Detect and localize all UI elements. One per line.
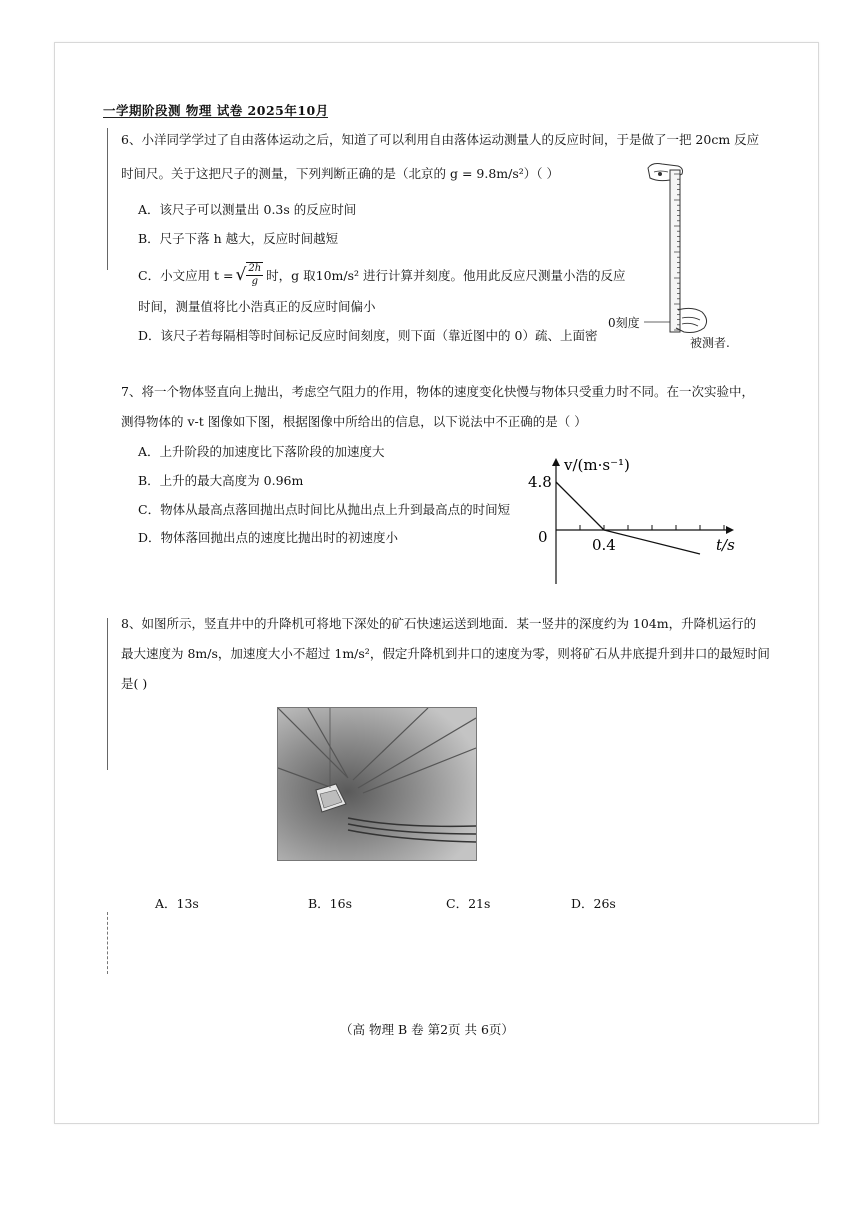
q6-option-c-suffix: 时，g 取10m/s² 进行计算并刻度。他用此反应尺测量小浩的反应 xyxy=(266,268,626,283)
q6-fraction xyxy=(246,262,263,288)
header-rule xyxy=(103,117,328,118)
q8-option-c: C．21s xyxy=(446,896,491,911)
y-tick-label: 4.8 xyxy=(528,473,552,491)
q7-option-c: C．物体从最高点落回抛出点时间比从抛出点上升到最高点的时间短 xyxy=(138,502,511,517)
x-axis-label: t/s xyxy=(716,536,735,554)
q7-stem-line2: 测得物体的 v-t 图像如下图，根据图像中所给出的信息，以下说法中不正确的是（ ） xyxy=(121,414,587,429)
y-tick-label: 0 xyxy=(538,528,548,546)
x-tick-label: 0.4 xyxy=(592,536,616,554)
mine-shaft-photo xyxy=(277,707,477,861)
margin-bar xyxy=(107,128,108,270)
series-line-0 xyxy=(556,482,604,530)
q7-stem-line1: 7、将一个物体竖直向上抛出，考虑空气阻力的作用，物体的速度变化快慢与物体只受重力时不同。在一次实验中， xyxy=(121,384,754,399)
q8-stem-line2: 最大速度为 8m/s，加速度大小不超过 1m/s²，假定升降机到井口的速度为零，则将矿石从井底提升到井口的最短时间 xyxy=(121,646,770,661)
q7-option-b: B．上升的最大高度为 0.96m xyxy=(138,473,304,488)
series-line-1 xyxy=(604,530,700,554)
q6-option-c xyxy=(138,262,626,288)
margin-bar xyxy=(107,912,108,974)
zero-mark-label: 0刻度 xyxy=(608,316,640,330)
q6-option-a: A．该尺子可以测量出 0.3s 的反应时间 xyxy=(138,202,357,217)
vt-chart xyxy=(520,450,745,590)
bottom-hand-icon xyxy=(676,308,707,332)
fraction-denominator: g xyxy=(251,276,258,287)
ruler xyxy=(670,170,680,332)
q8-option-a: A．13s xyxy=(155,896,199,911)
q7-option-d: D．物体落回抛出点的速度比抛出时的初速度小 xyxy=(138,530,399,545)
page-footer: （高 物理 B 卷 第2页 共 6页） xyxy=(340,1022,514,1037)
q6-option-b: B．尺子下落 h 越大，反应时间越短 xyxy=(138,231,339,246)
q8-option-b: B．16s xyxy=(308,896,353,911)
q7-option-a: A．上升阶段的加速度比下落阶段的加速度大 xyxy=(138,444,385,459)
q8-option-d: D．26s xyxy=(571,896,616,911)
q6-option-c-prefix: C．小文应用 t = xyxy=(138,268,234,283)
q6-option-c-line2: 时间，测量值将比小浩真正的反应时间偏小 xyxy=(138,299,376,314)
q6-stem-line1: 6、小洋同学学过了自由落体运动之后，知道了可以利用自由落体运动测量人的反应时间，于是做了一把 20cm 反应 xyxy=(121,132,760,147)
q8-stem-line1: 8、如图所示，竖直井中的升降机可将地下深处的矿石快速运送到地面．某一竖井的深度约为 104m，升降机运行的 xyxy=(121,616,757,631)
ruler-figure xyxy=(630,160,720,350)
q6-option-d: D．该尺子若每隔相等时间标记反应时间刻度，则下面（靠近图中的 0）疏、上面密 xyxy=(138,328,598,343)
mine-shaft-drawing xyxy=(278,708,476,860)
q8-stem-line3: 是( ) xyxy=(121,676,148,691)
fraction-numerator: 2h xyxy=(248,263,262,274)
sqrt-sign: √ xyxy=(235,265,247,285)
margin-bar xyxy=(107,618,108,770)
q6-stem-line2: 时间尺。关于这把尺子的测量，下列判断正确的是（北京的 g = 9.8m/s²）（ ） xyxy=(121,166,559,181)
page-header: 一学期阶段测 物理 试卷 2025年10月 xyxy=(103,103,329,118)
y-axis-arrow xyxy=(552,458,560,466)
y-axis-label: v/(m·s⁻¹) xyxy=(564,456,630,474)
subject-label: 被测者. xyxy=(690,336,730,350)
x-axis-arrow xyxy=(726,526,734,534)
